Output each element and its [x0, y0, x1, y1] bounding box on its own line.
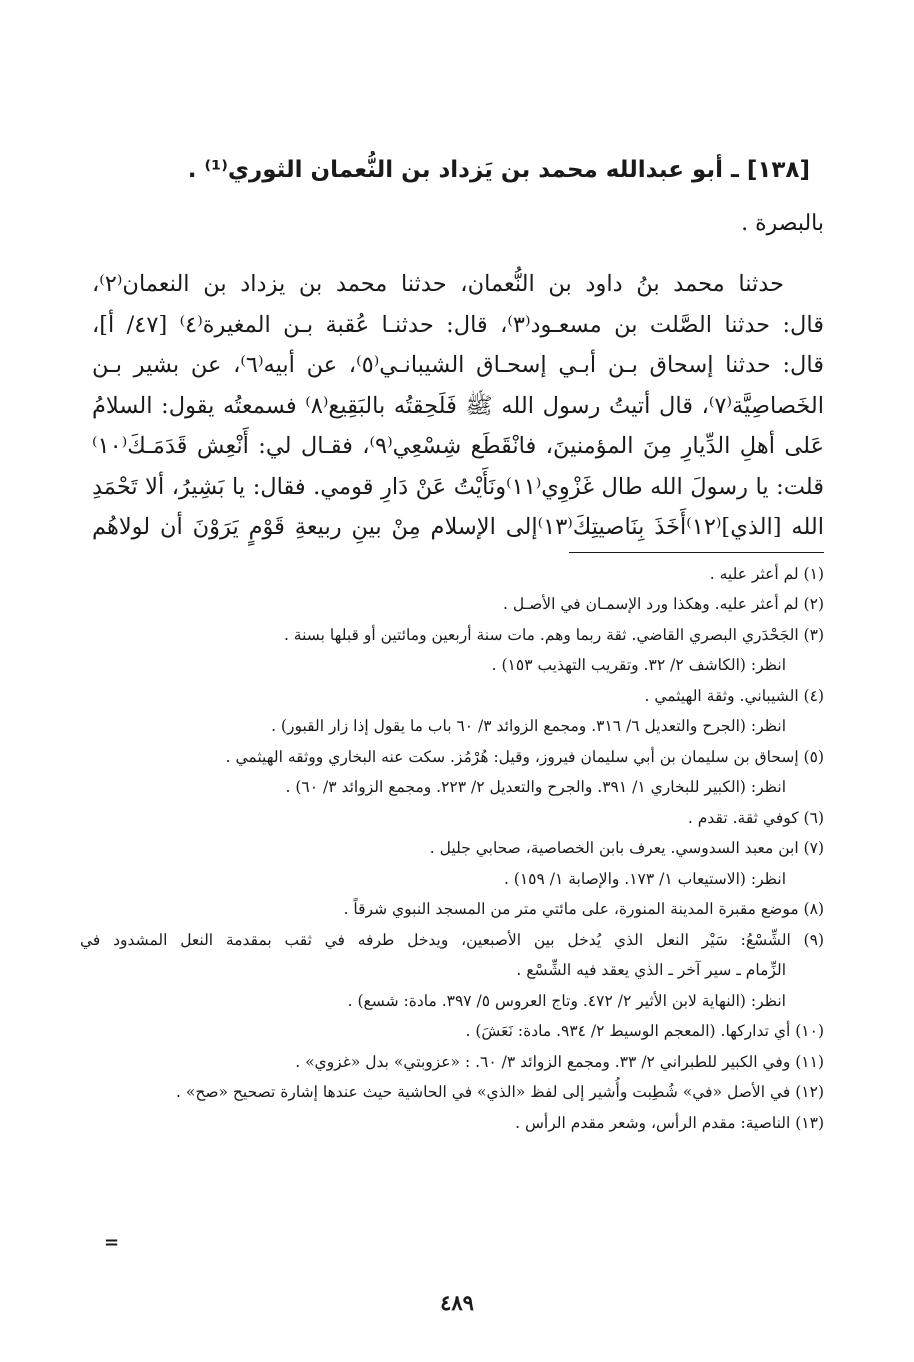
footnote: (٧) ابن معبد السدوسي. يعرف بابن الخصاصية، صحابي جليل . — [429, 839, 824, 857]
continuation-mark: = — [104, 1232, 120, 1253]
body-line: الخَصاصِيَّة⁽٧⁾، قال أتيتُ رسول الله ﷺ فَلَحِقتُه بالبَقِيع⁽٨⁾ فسمعتُه يقول: السلامُ — [92, 392, 824, 419]
body-line: قال: حدثنا الصَّلت بن مسعـود⁽٣⁾، قال: حدثنـا عُقبة بـن المغيرة⁽٤⁾ [٤٧/ أ]، — [92, 311, 824, 338]
body-line: عَلى أهلِ الدِّيارِ مِنَ المؤمنينَ، فانْقَطَع شِسْعِي⁽٩⁾، فقـال لي: أَنْعِش قَدَمَـكَ⁽١٠⁾ — [92, 433, 824, 459]
footnote-reference: انظر: (الجرح والتعديل ٦/ ٣١٦. ومجمع الزوائد ٣/ ٦٠ باب ما يقول إذا زار القبور) . — [271, 717, 786, 735]
entry-heading: [١٣٨] ـ أبو عبدالله محمد بن يَزداد بن النُّعمان الثوري⁽¹⁾ . — [187, 157, 810, 183]
body-line: قال: حدثنا إسحاق بـن أبـي إسحـاق الشيبانـي⁽٥⁾، عن أبيه⁽٦⁾، عن بشير بـن — [92, 352, 824, 378]
footnote-reference: انظر: (الكبير للبخاري ١/ ٣٩١. والجرح والتعديل ٢/ ٢٢٣. ومجمع الزوائد ٣/ ٦٠) . — [285, 778, 786, 796]
footnote: (٣) الجَحْدَري البصري القاضي. ثقة ربما وهم. مات سنة أربعين ومائتين أو قبلها بسنة . — [283, 625, 824, 644]
footnote: (١٢) في الأصل «في» شُطِبت وأُشير إلى لفظ «الذي» في الحاشية حيث عندها إشارة تصحيح «صح» . — [176, 1083, 824, 1101]
footnote-reference: انظر: (الاستيعاب ١/ ١٧٣. والإصابة ١/ ١٥٩) . — [503, 869, 786, 888]
footnote: (٤) الشيباني. وثقة الهيثمي . — [644, 686, 824, 705]
body-line: الله [الذي]⁽١٢⁾أَخَذَ بِنَاصيتِكَ⁽١٣⁾إلى الإسلام مِنْ بينِ ربيعةِ قَوْمٍ يَرَوْنَ أن لولاهُم — [92, 514, 824, 540]
footnote-separator — [569, 552, 824, 553]
footnote-continuation: الزِّمام ـ سير آخر ـ الذي يعقد فيه الشِّسْع . — [516, 961, 786, 979]
footnote: (٩) الشِّسْعُ: سَيْر النعل الذي يُدخل بين الأصبعين، ويدخل طرفه في ثقب بمقدمة النعل المشدود في — [80, 930, 824, 949]
footnote: (١) لم أعثر عليه . — [709, 564, 824, 583]
body-line: قلت: يا رسولَ الله طال غَزْوِي⁽١١⁾ونَأَيْتُ عَنْ دَارِ قومي. فقال: يا بَشِيرُ، ألا تَحْمَدِ — [92, 473, 824, 500]
entry-place: بالبصرة . — [741, 211, 824, 236]
footnote: (٨) موضع مقبرة المدينة المنورة، على مائتي متر من المسجد النبوي شرقاً . — [343, 900, 824, 918]
footnote-reference: انظر: (الكاشف ٢/ ٣٢. وتقريب التهذيب ١٥٣) . — [491, 656, 786, 674]
footnote: (٥) إسحاق بن سليمان بن أبي سليمان فيروز، وقيل: هُرْمُز. سكت عنه البخاري ووثقه الهيثمي . — [225, 747, 824, 766]
footnote: (١٣) الناصية: مقدم الرأس، وشعر مقدم الرأس . — [515, 1113, 824, 1132]
body-line: حدثنا محمد بنُ داود بن النُّعمان، حدثنا محمد بن يزداد بن النعمان⁽٢⁾، — [92, 271, 784, 297]
footnote: (٦) كوفي ثقة. تقدم . — [687, 808, 824, 827]
hadith-text — [92, 264, 824, 548]
footnote: (٢) لم أعثر عليه. وهكذا ورد الإسمـان في الأصـل . — [502, 595, 824, 613]
footnote-reference: انظر: (النهاية لابن الأثير ٢/ ٤٧٢. وتاج العروس ٥/ ٣٩٧. مادة: شسع) . — [347, 991, 786, 1010]
footnote: (١١) وفي الكبير للطبراني ٢/ ٣٣. ومجمع الزوائد ٣/ ٦٠. : «عزوبتي» بدل «غزوي» . — [295, 1052, 824, 1071]
footnotes — [80, 559, 824, 1139]
page-number: ٤٨٩ — [440, 1290, 474, 1315]
footnote: (١٠) أي تداركها. (المعجم الوسيط ٢/ ٩٣٤. مادة: نَعَشَ) . — [465, 1022, 824, 1040]
